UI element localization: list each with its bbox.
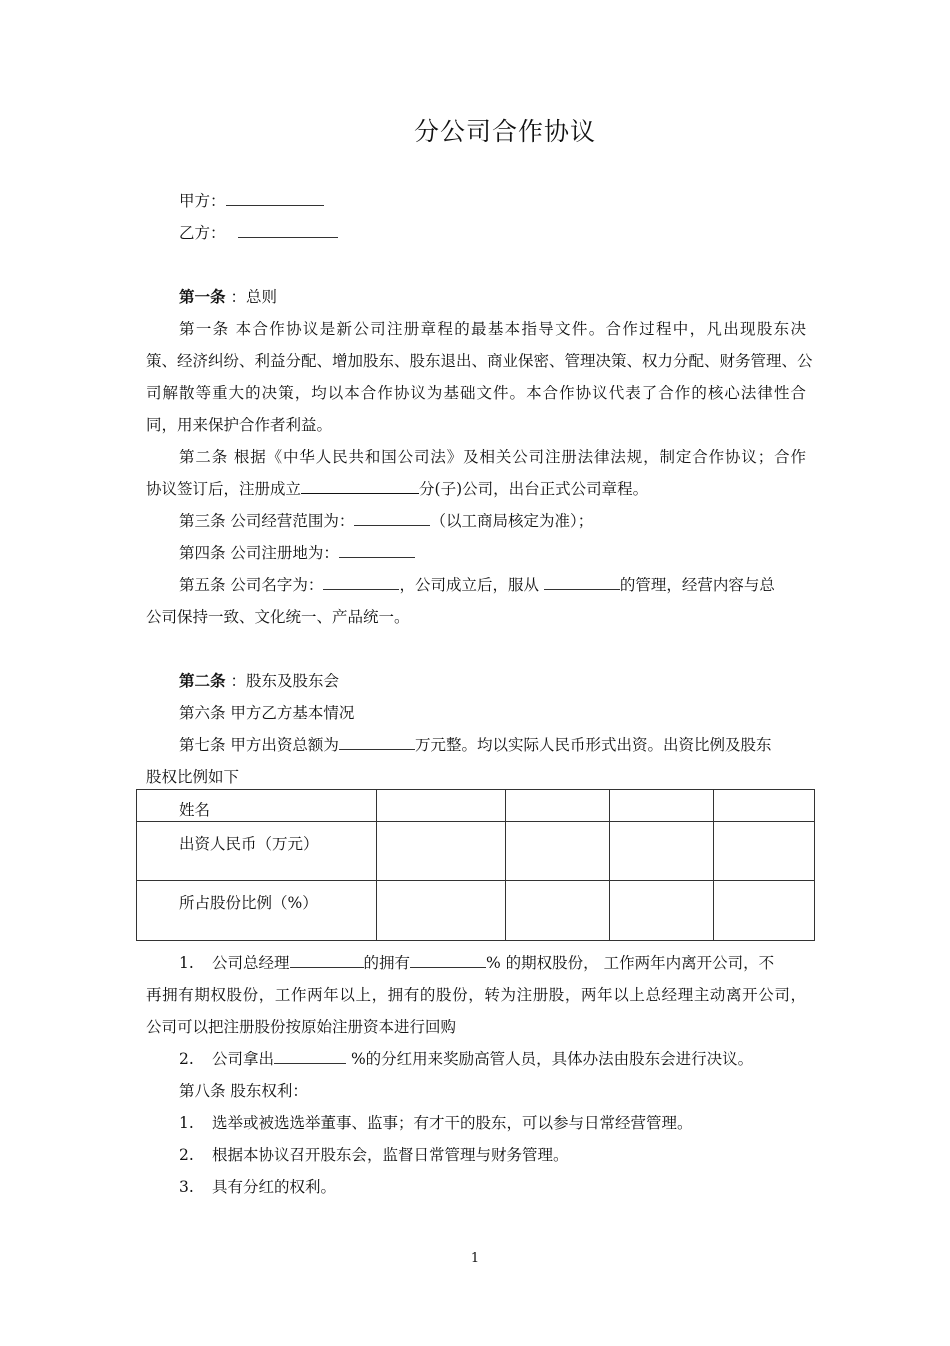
section-2-number: 第二条 (179, 672, 226, 690)
right-3-number: 3. (179, 1178, 194, 1196)
table-cell[interactable] (714, 881, 815, 941)
article-8-line: 第八条 股东权利： (179, 1082, 308, 1100)
table-cell[interactable] (506, 790, 610, 822)
share-ratio-header-cell: 所占股份比例（%） (137, 881, 377, 941)
item-1-line-3: 公司可以把注册股份按原始注册资本进行回购 (146, 1018, 457, 1036)
total-investment-blank[interactable] (339, 735, 415, 750)
item-2-text-pre: 公司拿出 (212, 1050, 275, 1068)
item-2-line (179, 1049, 753, 1069)
document-title: 分公司合作协议 (413, 117, 596, 146)
section-1-heading (179, 287, 277, 307)
article-5-line-1 (179, 575, 775, 595)
article-7-text-pre: 第七条 甲方出资总额为 (179, 736, 339, 754)
table-cell[interactable] (610, 822, 714, 881)
party-b-label: 乙方： (179, 224, 226, 242)
article-4-text: 第四条 公司注册地为： (179, 544, 339, 562)
table-cell[interactable] (377, 790, 506, 822)
article-4-line (179, 543, 415, 563)
right-1-text: 选举或被选选举董事、监事；有才干的股东，可以参与日常经营管理。 (212, 1114, 693, 1132)
section-2-title: ：股东及股东会 (225, 672, 339, 690)
option-percent-blank[interactable] (410, 953, 486, 968)
right-1-number: 1. (179, 1114, 194, 1132)
article-1-line-2: 策、经济纠纷、利益分配、增加股东、股东退出、商业保密、管理决策、权力分配、财务管理、公 (146, 352, 813, 370)
company-name-blank[interactable] (301, 479, 419, 494)
table-row (137, 881, 815, 941)
article-5-text-mid: ，公司成立后，服从 (399, 576, 544, 594)
right-1-line (179, 1113, 693, 1133)
right-2-number: 2. (179, 1146, 194, 1164)
item-1-line-1 (179, 953, 774, 973)
item-1-text-mid: 的拥有 (363, 954, 411, 972)
shareholding-table (136, 789, 815, 941)
article-6-line: 第六条 甲方乙方基本情况 (179, 704, 355, 722)
article-3-text-post: （以工商局核定为准）； (430, 512, 594, 530)
article-5-text-pre: 第五条 公司名字为： (179, 576, 324, 594)
item-1-text-post: % 的期权股份， 工作两年内离开公司，不 (486, 954, 775, 972)
article-3-text-pre: 第三条 公司经营范围为： (179, 512, 355, 530)
table-cell[interactable] (714, 822, 815, 881)
article-1-line-3: 司解散等重大的决策，均以本合作协议为基础文件。本合作协议代表了合作的核心法律性合 (146, 384, 806, 402)
article-1-line-1: 第一条 本合作协议是新公司注册章程的最基本指导文件。合作过程中，凡出现股东决 (179, 320, 806, 338)
page-number: 1 (470, 1251, 480, 1266)
right-3-line (179, 1177, 336, 1197)
item-2-number: 2. (179, 1050, 194, 1068)
party-a-line (179, 191, 324, 211)
parent-company-blank[interactable] (544, 575, 620, 590)
article-5-line-2: 公司保持一致、文化统一、产品统一。 (146, 608, 410, 626)
table-cell[interactable] (610, 790, 714, 822)
item-1-line-2: 再拥有期权股份，工作两年以上，拥有的股份，转为注册股，两年以上总经理主动离开公司， (146, 986, 806, 1004)
business-scope-blank[interactable] (354, 511, 430, 526)
table-cell[interactable] (714, 790, 815, 822)
item-2-text-post: %的分红用来奖励高管人员，具体办法由股东会进行决议。 (346, 1050, 754, 1068)
right-2-text: 根据本协议召开股东会，监督日常管理与财务管理。 (212, 1146, 569, 1164)
item-1-number: 1. (179, 954, 194, 972)
party-b-blank[interactable] (238, 223, 338, 238)
table-cell[interactable] (377, 881, 506, 941)
article-7-line-1 (179, 735, 771, 755)
section-2-heading (179, 671, 339, 691)
table-cell[interactable] (610, 881, 714, 941)
party-b-line (179, 223, 338, 243)
party-a-label: 甲方： (179, 192, 226, 210)
article-7-text-post: 万元整。均以实际人民币形式出资。出资比例及股东 (414, 736, 772, 754)
investment-header-cell: 出资人民币（万元） (137, 822, 377, 881)
table-cell[interactable] (377, 822, 506, 881)
article-2-line-2 (146, 479, 648, 499)
section-1-title: ：总则 (225, 288, 277, 306)
article-7-line-2: 股权比例如下 (146, 768, 240, 786)
name-header-cell: 姓名 (137, 790, 377, 822)
table-row (137, 822, 815, 881)
article-3-line (179, 511, 593, 531)
right-2-line (179, 1145, 569, 1165)
bonus-percent-blank[interactable] (274, 1049, 346, 1064)
article-2-text-pre: 协议签订后，注册成立 (146, 480, 302, 498)
general-manager-blank[interactable] (290, 953, 364, 968)
article-5-text-post: 的管理，经营内容与总 (619, 576, 775, 594)
party-a-blank[interactable] (226, 191, 324, 206)
table-cell[interactable] (506, 822, 610, 881)
registration-address-blank[interactable] (339, 543, 415, 558)
article-2-text-post: 分(子)公司，出台正式公司章程。 (419, 480, 649, 498)
table-row (137, 790, 815, 822)
article-2-line-1: 第二条 根据《中华人民共和国公司法》及相关公司注册法律法规，制定合作协议；合作 (179, 448, 806, 466)
section-1-number: 第一条 (179, 288, 226, 306)
article-1-line-4: 同，用来保护合作者利益。 (146, 416, 333, 434)
right-3-text: 具有分红的权利。 (212, 1178, 337, 1196)
company-name-field-blank[interactable] (323, 575, 399, 590)
table-cell[interactable] (506, 881, 610, 941)
item-1-text-pre: 公司总经理 (212, 954, 290, 972)
